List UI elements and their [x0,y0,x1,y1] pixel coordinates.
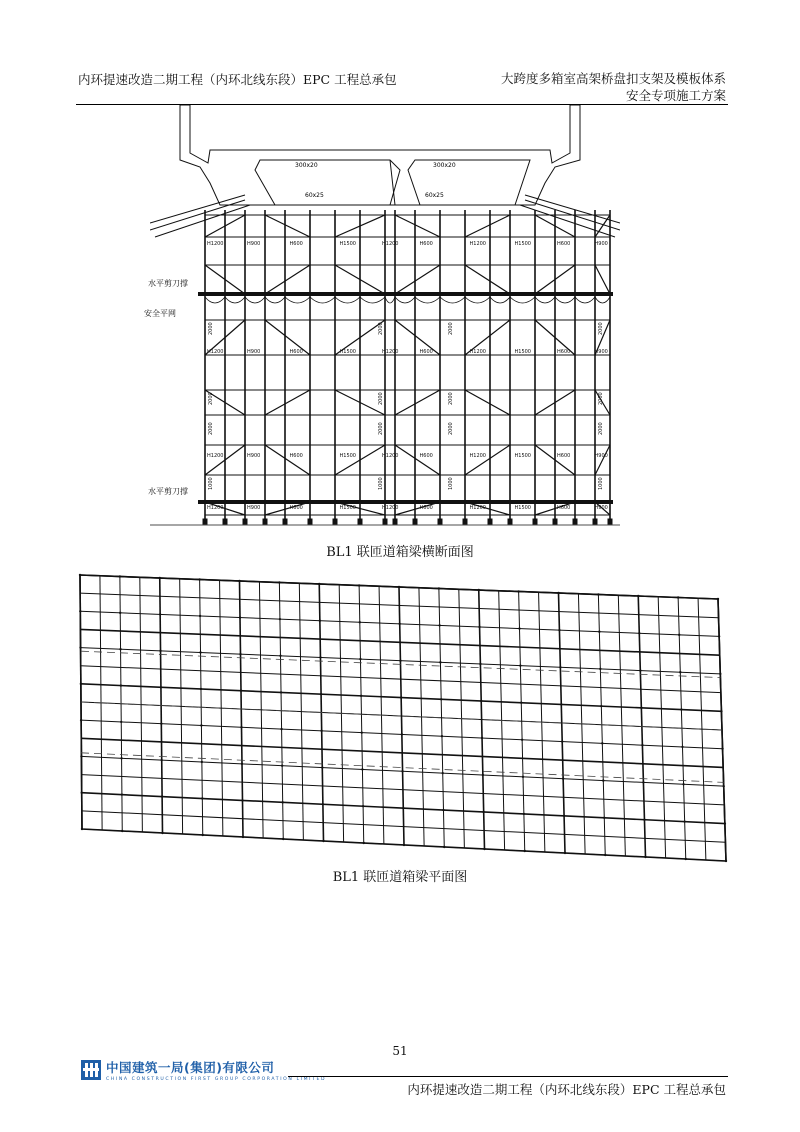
safety-net-sag [360,297,385,303]
plan-joint [403,844,405,846]
spacing-label: H600 [557,505,571,511]
plan-joint [279,655,281,657]
cross-section-svg [150,105,620,530]
plan-joint [680,708,682,710]
company-name-cn: 中国建筑一局(集团)有限公司 [106,1060,275,1075]
vertical-spacing-label: 1000 [378,477,384,490]
spacing-label: H1200 [469,349,486,355]
plan-joint [201,761,203,763]
plan-joint [242,836,244,838]
plan-joint [478,626,480,628]
scaffold-diagonal [395,265,440,294]
plan-joint [161,795,163,797]
plan-joint [280,691,282,693]
plan-view-drawing [78,573,728,863]
spacing-label: H900 [247,349,261,355]
base-plate [508,519,512,524]
spacing-label: H1500 [339,453,356,459]
base-plate [413,519,417,524]
spacing-label: H600 [289,349,303,355]
plan-joint [318,583,320,585]
base-plate [573,519,577,524]
scaffold-diagonal [395,445,440,475]
plan-joint [159,613,161,615]
plan-joint [321,766,323,768]
base-plate [358,519,362,524]
spacing-label: H1200 [469,505,486,511]
plan-joint [559,666,561,668]
spacing-label: H600 [289,505,303,511]
plan-joint [80,683,82,685]
base-plate [203,519,207,524]
base-plate [263,519,267,524]
spacing-label: H1500 [514,241,531,247]
plan-joint [79,610,81,612]
plan-joint [523,813,525,815]
spacing-label: H600 [557,349,571,355]
plan-joint [642,781,644,783]
plan-joint [644,856,646,858]
plan-joint [279,618,281,620]
plan-joint [443,846,445,848]
plan-joint [483,848,485,850]
plan-joint [563,815,565,817]
spacing-label: H600 [289,453,303,459]
scaffold-diagonal [265,215,310,237]
spacing-label: H600 [419,505,433,511]
safety-net-sag [245,297,265,303]
plan-joint [603,817,605,819]
base-plate [308,519,312,524]
safety-net-sag [595,297,610,303]
vertical-spacing-label: 2000 [208,392,214,405]
plan-joint [562,778,564,780]
safety-net-sag [385,297,395,303]
box-label-a: 300x20 [295,162,318,169]
spacing-label: H1200 [382,349,399,355]
vertical-spacing-label: 2000 [448,392,454,405]
scaffold-diagonal [265,320,310,355]
plan-joint [602,779,604,781]
scaffold-diagonal [595,445,610,475]
safety-net-sag [205,297,225,303]
plan-joint [160,723,162,725]
plan-joint [281,765,283,767]
plan-joint [199,615,201,617]
plan-joint [361,731,363,733]
spacing-label: H1200 [207,453,224,459]
safety-net-sag [490,297,510,303]
spacing-label: H1500 [339,241,356,247]
spacing-label: H600 [419,349,433,355]
plan-joint [358,584,360,586]
vertical-spacing-label: 2000 [448,422,454,435]
plan-joint [641,744,643,746]
plan-joint [440,698,442,700]
plan-joint [399,623,401,625]
vertical-spacing-label: 2000 [208,422,214,435]
plan-joint [604,854,606,856]
spacing-label: H900 [594,453,608,459]
figure2-caption: BL1 联匝道箱梁平面图 [332,870,468,885]
spacing-label: H900 [594,505,608,511]
plan-joint [241,763,243,765]
plan-joint [685,858,687,860]
plan-joint [718,635,720,637]
vertical-spacing-label: 2000 [378,392,384,405]
plan-joint [597,593,599,595]
plan-joint [398,586,400,588]
plan-joint [239,616,241,618]
spacing-label: H1500 [339,505,356,511]
safety-net-sag [440,297,465,303]
spacing-label: H1200 [469,241,486,247]
plan-joint [80,719,82,721]
plan-joint [360,695,362,697]
plan-joint [161,832,163,834]
plan-joint [80,755,82,757]
plan-joint [599,668,601,670]
plan-joint [160,686,162,688]
scaffold-diagonal [265,390,310,415]
plan-joint [202,834,204,836]
plan-joint [681,746,683,748]
plan-joint [438,624,440,626]
base-plate [333,519,337,524]
plan-joint [637,595,639,597]
plan-joint [517,590,519,592]
spacing-label: H900 [247,453,261,459]
base-plate [463,519,467,524]
safety-net-sag [395,297,415,303]
spacing-label: H1200 [207,349,224,355]
plan-joint [241,799,243,801]
spacing-label: H900 [594,241,608,247]
plan-joint [720,710,722,712]
cross-section-drawing [144,105,620,530]
plan-joint [520,702,522,704]
header-document-title [501,70,726,104]
spacing-label: H1200 [382,241,399,247]
plan-joint [399,660,401,662]
plan-joint [598,631,600,633]
base-plate [608,519,612,524]
box-label-c: 60x25 [305,192,324,199]
spacing-label: H1200 [207,241,224,247]
safety-net-sag [285,297,310,303]
safety-net-sag [555,297,575,303]
vertical-spacing-label: 2000 [598,322,604,335]
plan-joint [438,587,440,589]
scaffold-diagonal [465,445,510,475]
plan-joint [81,792,83,794]
plan-joint [677,596,679,598]
plan-joint [240,726,242,728]
spacing-label: H600 [557,241,571,247]
safety-net-sag [225,297,245,303]
base-plate [383,519,387,524]
vertical-spacing-label: 2000 [208,322,214,335]
plan-joint [121,830,123,832]
box-girder-outline [180,105,580,205]
plan-joint [361,768,363,770]
base-plate [223,519,227,524]
vertical-spacing-label: 2000 [598,392,604,405]
plan-joint [724,822,726,824]
plan-joint [81,828,83,830]
scaffold-diagonal [595,265,610,294]
base-plate [393,519,397,524]
plan-joint [119,575,121,577]
spacing-label: H900 [594,349,608,355]
base-plate [553,519,557,524]
safety-net-sag [310,297,335,303]
scaffold-diagonal [465,215,510,237]
plan-joint [479,663,481,665]
plan-joint [561,740,563,742]
plan-joint [201,797,203,799]
plan-joint [240,690,242,692]
label-bottom-brace: 水平剪刀撑 [148,487,188,496]
plan-joint [482,774,484,776]
spacing-labels [207,241,608,511]
plan-joint [478,589,480,591]
plan-joint [363,842,365,844]
plan-joint [79,574,81,576]
scaffold-diagonal [395,390,440,415]
plan-joint [362,805,364,807]
spacing-label: H1500 [514,453,531,459]
plan-joint [401,733,403,735]
plan-joint [521,739,523,741]
box-label-b: 300x20 [433,162,456,169]
safety-net-sag [465,297,490,303]
spacing-label: H1500 [514,349,531,355]
spacing-label: H1200 [382,505,399,511]
plan-joint [439,661,441,663]
plan-joint [278,581,280,583]
plan-joint [159,577,161,579]
plan-joint [359,658,361,660]
plan-joint [322,840,324,842]
plan-joint [558,629,560,631]
base-plate [488,519,492,524]
spacing-label: H600 [557,453,571,459]
safety-net-sag [575,297,595,303]
plan-joint [640,707,642,709]
plan-joint [161,759,163,761]
top-horizontal-brace [198,292,613,296]
scaffold-diagonal [465,265,510,294]
plan-joint [401,770,403,772]
plan-joint [119,612,121,614]
base-plate [533,519,537,524]
header-document-title-line2: 安全专项施工方案 [625,88,726,103]
vertical-spacing-label: 1000 [208,477,214,490]
plan-joint [600,705,602,707]
plan-joint [725,860,727,862]
plan-joint [557,592,559,594]
vertical-spacing-label: 1000 [598,477,604,490]
plan-joint [522,776,524,778]
plan-joint [442,772,444,774]
company-logo [80,1058,326,1082]
base-plate [593,519,597,524]
figure1-caption: BL1 联匝道箱梁横断面图 [326,545,474,560]
footer-rule [288,1076,728,1077]
plan-joint [480,700,482,702]
spacing-label: H600 [289,241,303,247]
spacing-label: H1200 [469,453,486,459]
safety-net-sag [510,297,535,303]
plan-joint [638,632,640,634]
spacing-label: H900 [247,241,261,247]
safety-net-sag [535,297,555,303]
spacing-label: H600 [419,241,433,247]
plan-joint [281,801,283,803]
page-number: 51 [392,1044,408,1058]
plan-joint [320,693,322,695]
spacing-label: H1500 [339,349,356,355]
plan-joint [682,783,684,785]
plan-joint [442,809,444,811]
scaffold-diagonal [265,265,310,294]
plan-joint [524,850,526,852]
footer-project-title: 内环提速改造二期工程（内环北线东段）EPC 工程总承包 [407,1082,726,1097]
header-document-title-line1: 大跨度多箱室高架桥盘扣支架及模板体系 [500,71,726,86]
plan-joint [679,671,681,673]
plan-joint [120,721,122,723]
spacing-label: H1200 [207,505,224,511]
scaffold-diagonal [265,445,310,475]
plan-joint [121,793,123,795]
company-logo-icon [80,1059,102,1081]
vertical-spacing-label: 1000 [448,477,454,490]
label-safety-net: 安全平网 [144,309,176,318]
plan-joint [683,820,685,822]
box-label-d: 60x25 [425,192,444,199]
plan-joint [441,735,443,737]
vertical-spacing-label: 2000 [378,422,384,435]
plan-joint [482,811,484,813]
plan-joint [120,684,122,686]
plan-joint [159,650,161,652]
plan-joint [119,648,121,650]
company-name-en: CHINA CONSTRUCTION FIRST GROUP CORPORATION LIMITED [106,1077,327,1082]
vertical-spacing-label: 2000 [598,422,604,435]
plan-joint [198,578,200,580]
plan-joint [238,580,240,582]
label-top-brace: 水平剪刀撑 [148,279,188,288]
plan-joint [320,730,322,732]
plan-joint [319,656,321,658]
bottom-horizontal-brace [198,500,613,504]
plan-joint [200,724,202,726]
header-project-title: 内环提速改造二期工程（内环北线东段）EPC 工程总承包 [78,72,397,87]
plan-joint [678,634,680,636]
safety-net-sag [335,297,360,303]
plan-joint [322,803,324,805]
safety-net-sag [265,297,285,303]
plan-view-svg [78,573,728,863]
spacing-label: H1200 [382,453,399,459]
safety-net-sag [415,297,440,303]
vertical-spacing-label: 2000 [448,322,454,335]
plan-joint [120,757,122,759]
scaffold-diagonal [395,320,440,355]
plan-joint [282,838,284,840]
vertical-spacing-label: 2000 [378,322,384,335]
base-plate [438,519,442,524]
plan-joint [402,807,404,809]
plan-joint [564,852,566,854]
spacing-label: H600 [419,453,433,459]
plan-joint [280,728,282,730]
plan-joint [200,688,202,690]
plan-joint [560,703,562,705]
plan-joint [481,737,483,739]
plan-joint [723,785,725,787]
plan-joint [79,646,81,648]
plan-joint [717,598,719,600]
plan-joint [719,673,721,675]
scaffold-grid [203,210,612,524]
plan-joint [721,748,723,750]
spacing-label: H900 [247,505,261,511]
plan-joint [400,696,402,698]
plan-joint [639,669,641,671]
plan-joint [643,819,645,821]
scaffold-diagonal [395,215,440,237]
plan-joint [239,653,241,655]
base-plate [283,519,287,524]
plan-joint [601,742,603,744]
plan-joint [359,621,361,623]
base-plate [243,519,247,524]
scaffold-diagonal [465,390,510,415]
plan-joint [519,664,521,666]
plan-joint [518,627,520,629]
plan-joint [199,651,201,653]
plan-joint [319,620,321,622]
spacing-label: H1500 [514,505,531,511]
